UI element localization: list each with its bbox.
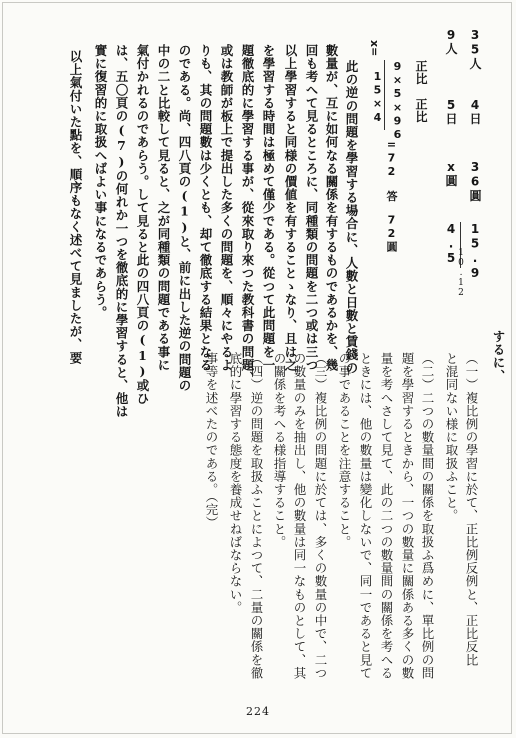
- formula-denominator: 15×4: [371, 70, 384, 125]
- text-column: （一）複比例の學習に於て、正比例反例と、正比反比: [464, 352, 479, 667]
- text-column: 中の二と比較して見ると、之が同種類の問題である事に: [156, 44, 171, 372]
- table-cell: 10.12: [456, 248, 466, 298]
- text-column: するに、: [491, 330, 506, 383]
- text-column: ときには、他の數量は變化しないで、同一であると見て: [358, 352, 373, 680]
- table-cell: 9人: [444, 28, 458, 56]
- table-cell: 35人: [468, 28, 482, 70]
- formula-lhs: x=: [368, 40, 381, 57]
- text-column: と混同ない様に取扱ふこと。: [444, 352, 459, 523]
- text-column: 以上氣付いた點を、順序もなく述べて見ましたが、要: [68, 50, 83, 365]
- table-cell: 36圓: [468, 160, 482, 202]
- text-column: 量を考へさして見て、此の二つの數量間の關係を考へる: [379, 352, 394, 680]
- text-column: 氣付かれるのであらう。して見ると此の四八頁の(1)或ひ: [135, 44, 150, 406]
- table-cell: 4.5: [444, 222, 458, 266]
- text-column: の關係を考へる様指導すること。: [272, 352, 287, 549]
- text-column: 實に復習的に取扱へばよい事になるであらう。: [93, 44, 108, 320]
- text-column: （二）二つの數量間の關係を取扱ふ爲めに、單比例の問: [420, 352, 435, 680]
- text-column: 以上學習すると同様の價値を有することゝなり、且は之: [283, 44, 298, 372]
- text-column: 數量が、互に如何なる關係を有するものであるかを、幾: [324, 44, 339, 372]
- table-cell: 15.9: [468, 222, 482, 281]
- text-column: は、五〇頁の(7)の何れか一つを徹底的に學習すると、他は: [114, 44, 129, 419]
- text-column: （三）複比例の問題に於ては、多くの數量の中で、二つ: [313, 352, 328, 680]
- text-column: 或は教師が板上で提出した多くの問題を、順々にやるよ: [219, 44, 234, 372]
- text-column: 底的に學習する態度を養成せねばならない。: [228, 352, 243, 614]
- ratio-label: 正比 正比: [414, 60, 428, 123]
- text-column: 事等を述べたのである。（完）: [204, 352, 219, 530]
- text-column: 此の逆の問題を學習する場合に、人數と日數と賃錢の: [344, 60, 359, 375]
- table-cell: 4日: [468, 98, 482, 126]
- formula-numerator: 9×5×96: [391, 60, 404, 142]
- text-column: 題を學習するときから、一つの數量に關係ある多くの數: [400, 352, 415, 680]
- table-cell: 5日: [444, 98, 458, 126]
- text-column: （四）逆の問題を取扱ふことによつて、二量の關係を徹: [249, 352, 264, 680]
- text-column: の數量のみを抽出し、他の數量は同一なものとして、其: [292, 352, 307, 680]
- page-number: 224: [246, 705, 270, 718]
- text-column: のである。尚、四八頁の(1)と、前に出した逆の問題の: [177, 44, 192, 393]
- table-cell: x圓: [444, 160, 458, 188]
- text-column: を學習する時間は極めて僅少である。從つて此問題を一: [261, 44, 276, 372]
- formula-result: =72 答 72圓: [385, 138, 398, 253]
- text-column: の事であることを注意すること。: [337, 352, 352, 549]
- text-column: 回も考へて見るところに、同種類の問題を二つ或は三つ: [304, 44, 319, 372]
- text-column: 題徹底的に學習する事が、從來取り來つた教科書の問題、: [240, 44, 255, 385]
- text-column: りも、其の問題數は少くとも、却て徹底する結果となる: [198, 44, 213, 372]
